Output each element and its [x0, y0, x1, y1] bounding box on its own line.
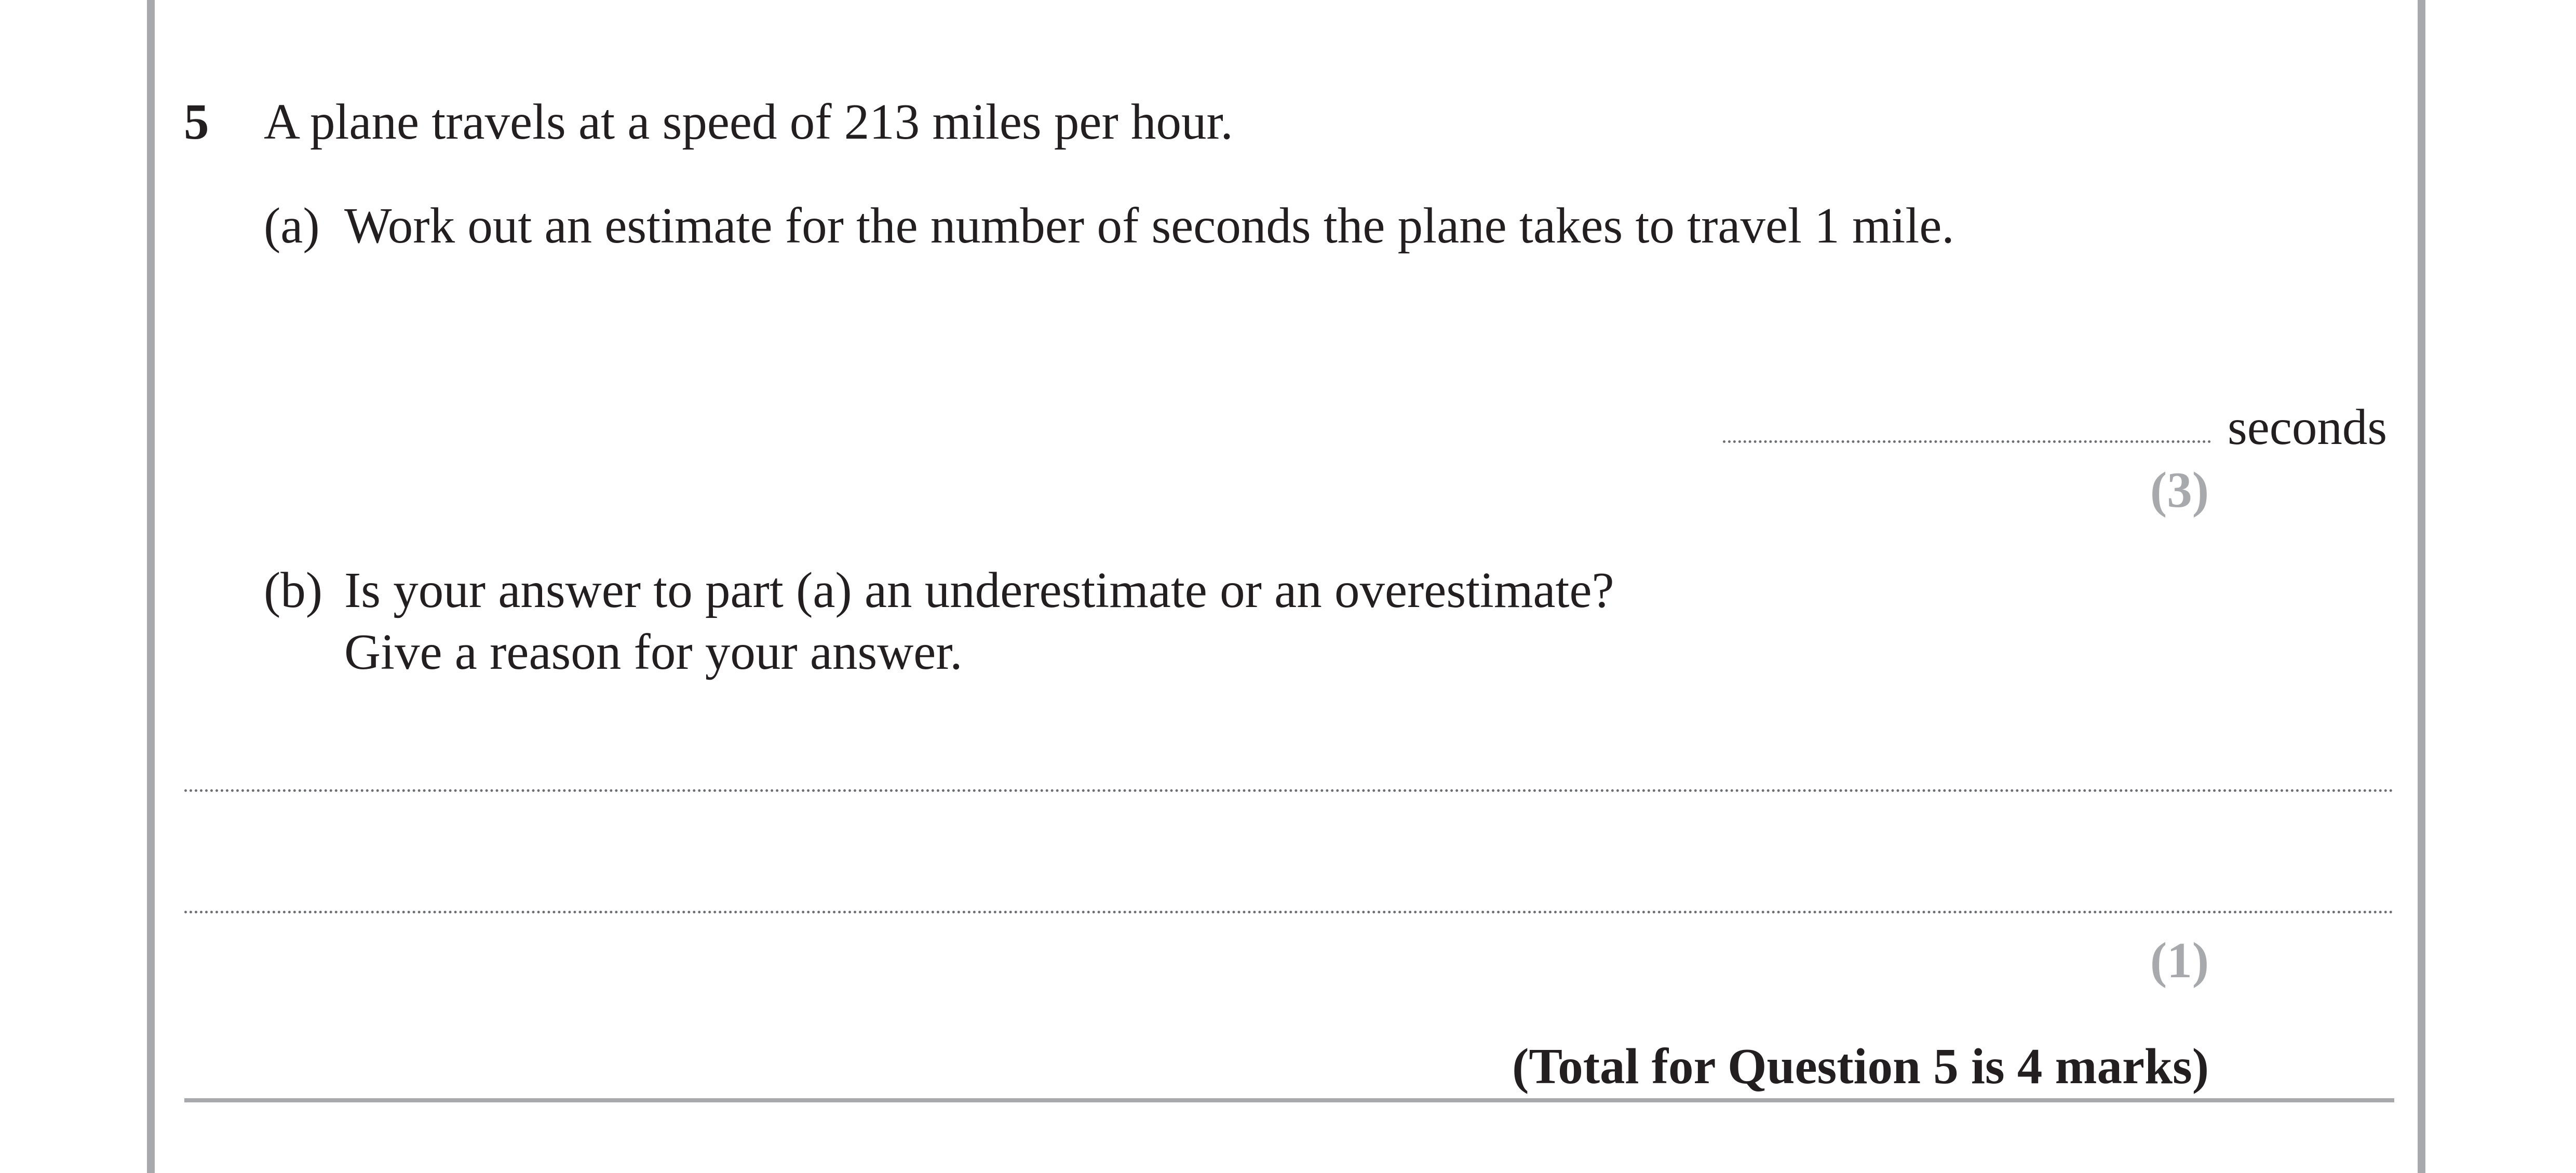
question-stem: A plane travels at a speed of 213 miles per hour. — [264, 94, 1233, 150]
part-b-answer-line-2[interactable] — [184, 911, 2394, 913]
part-a-label: (a) — [264, 198, 320, 253]
part-b-label: (b) — [264, 562, 323, 618]
part-a-marks: (3) — [2150, 462, 2209, 518]
part-b-line-1: Is your answer to part (a) an underestimate or an overestimate? — [344, 562, 1614, 618]
question-total: (Total for Question 5 is 4 marks) — [1512, 1039, 2209, 1094]
part-b-answer-line-1[interactable] — [184, 789, 2394, 792]
part-a-text: Work out an estimate for the number of seconds the plane takes to travel 1 mile. — [344, 198, 1954, 253]
question-end-rule — [184, 1098, 2394, 1102]
part-a-answer-unit: seconds — [2228, 399, 2388, 455]
part-b-line-2: Give a reason for your answer. — [344, 624, 963, 680]
part-a-answer-line[interactable] — [1723, 440, 2211, 443]
question-number: 5 — [184, 94, 209, 150]
part-b-marks: (1) — [2150, 933, 2209, 988]
